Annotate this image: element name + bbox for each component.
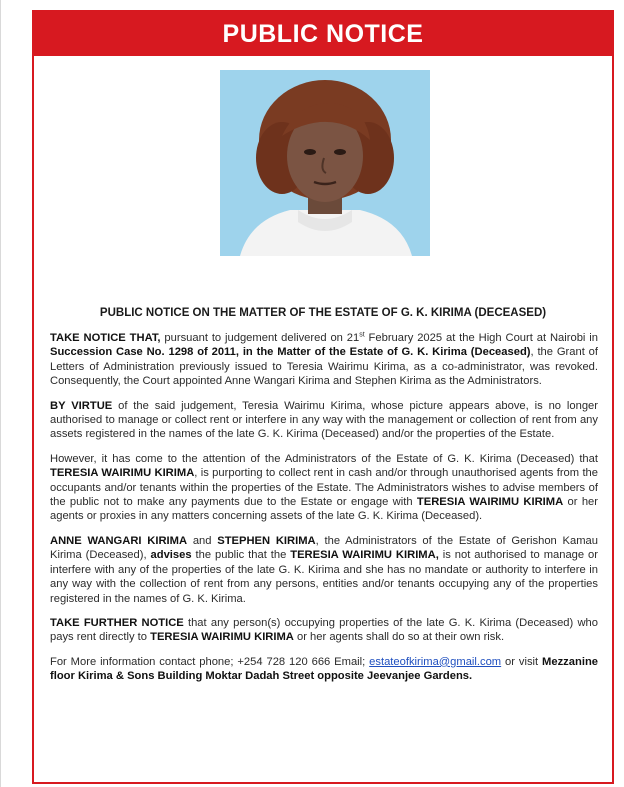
contact-address: Mezzanine floor Kirima & Sons Building Moktar Dadah Street opposite Jeevanjee Gardens. bbox=[50, 655, 598, 683]
paragraph-by-virtue: BY VIRTUE of the said judgement, Teresia Wairimu Kirima, whose picture appears above, is no longer authorised to manage or collect rent or interfere in any way with the management or collection of rent from any assets registered in the names of the late G. K. Kirima (Deceased) and/or the properties of the Estate. bbox=[50, 399, 598, 441]
paragraph-take-notice: TAKE NOTICE THAT, pursuant to judgement delivered on 21st February 2025 at the High Court at Nairobi in Succession Case No. 1298 of 2011, in the Matter of the Estate of G. K. Kirima (Deceased), the Grant of Letters of Administration previously issued to Teresia Wairimu Kirima, as a co-administrator, was revoked. Consequently, the Court appointed Anne Wangari Kirima and Stephen Kirima as the Administrators. bbox=[50, 331, 598, 388]
page-edge bbox=[0, 0, 1, 787]
paragraph-administrators: ANNE WANGARI KIRIMA and STEPHEN KIRIMA, the Administrators of the Estate of Gerishon Kamau Kirima (Deceased), advises the public that the TERESIA WAIRIMU KIRIMA, is not authorised to manage or interfere with any of the properties of the late G. K. Kirima and she has no mandate or authority to interfere in any way with the collection of rent from any persons, entities and/or tenants occupying any of the properties registered in the names of G. K. Kirima. bbox=[50, 534, 599, 605]
paragraph-however: However, it has come to the attention of the Administrators of the Estate of G. K. Kirima (Deceased) that TERESIA WAIRIMU KIRIMA, is purporting to collect rent in cash and/or through unauthorised agents from the occupants and/or tenants within the properties of the Estate. The Administrators wishes to advise members of the public not to make any payments due to the Estate or engage with TERESIA WAIRIMU KIRIMA or her agents or proxies in any matters concerning assets of the late G. K. Kirima (Deceased). bbox=[50, 452, 599, 523]
notice-headline: PUBLIC NOTICE ON THE MATTER OF THE ESTATE OF G. K. KIRIMA (DECEASED) bbox=[99, 307, 547, 319]
banner-title: PUBLIC NOTICE bbox=[222, 20, 424, 48]
notice-body bbox=[50, 331, 598, 684]
paragraph-contact: For More information contact phone; +254 728 120 666 Email; estateofkirima@gmail.com or visit Mezzanine floor Kirima & Sons Building Moktar Dadah Street opposite Jeevanjee Gardens. bbox=[50, 655, 598, 683]
email-link[interactable]: estateofkirima@gmail.com bbox=[369, 655, 502, 668]
portrait-photo bbox=[220, 70, 430, 256]
notice-frame bbox=[32, 10, 614, 784]
paragraph-further-notice: TAKE FURTHER NOTICE that any person(s) occupying properties of the late G. K. Kirima (Deceased) who pays rent directly to TERESIA WAIRIMU KIRIMA or her agents shall do so at their own risk. bbox=[50, 616, 598, 644]
notice-banner bbox=[34, 12, 612, 56]
